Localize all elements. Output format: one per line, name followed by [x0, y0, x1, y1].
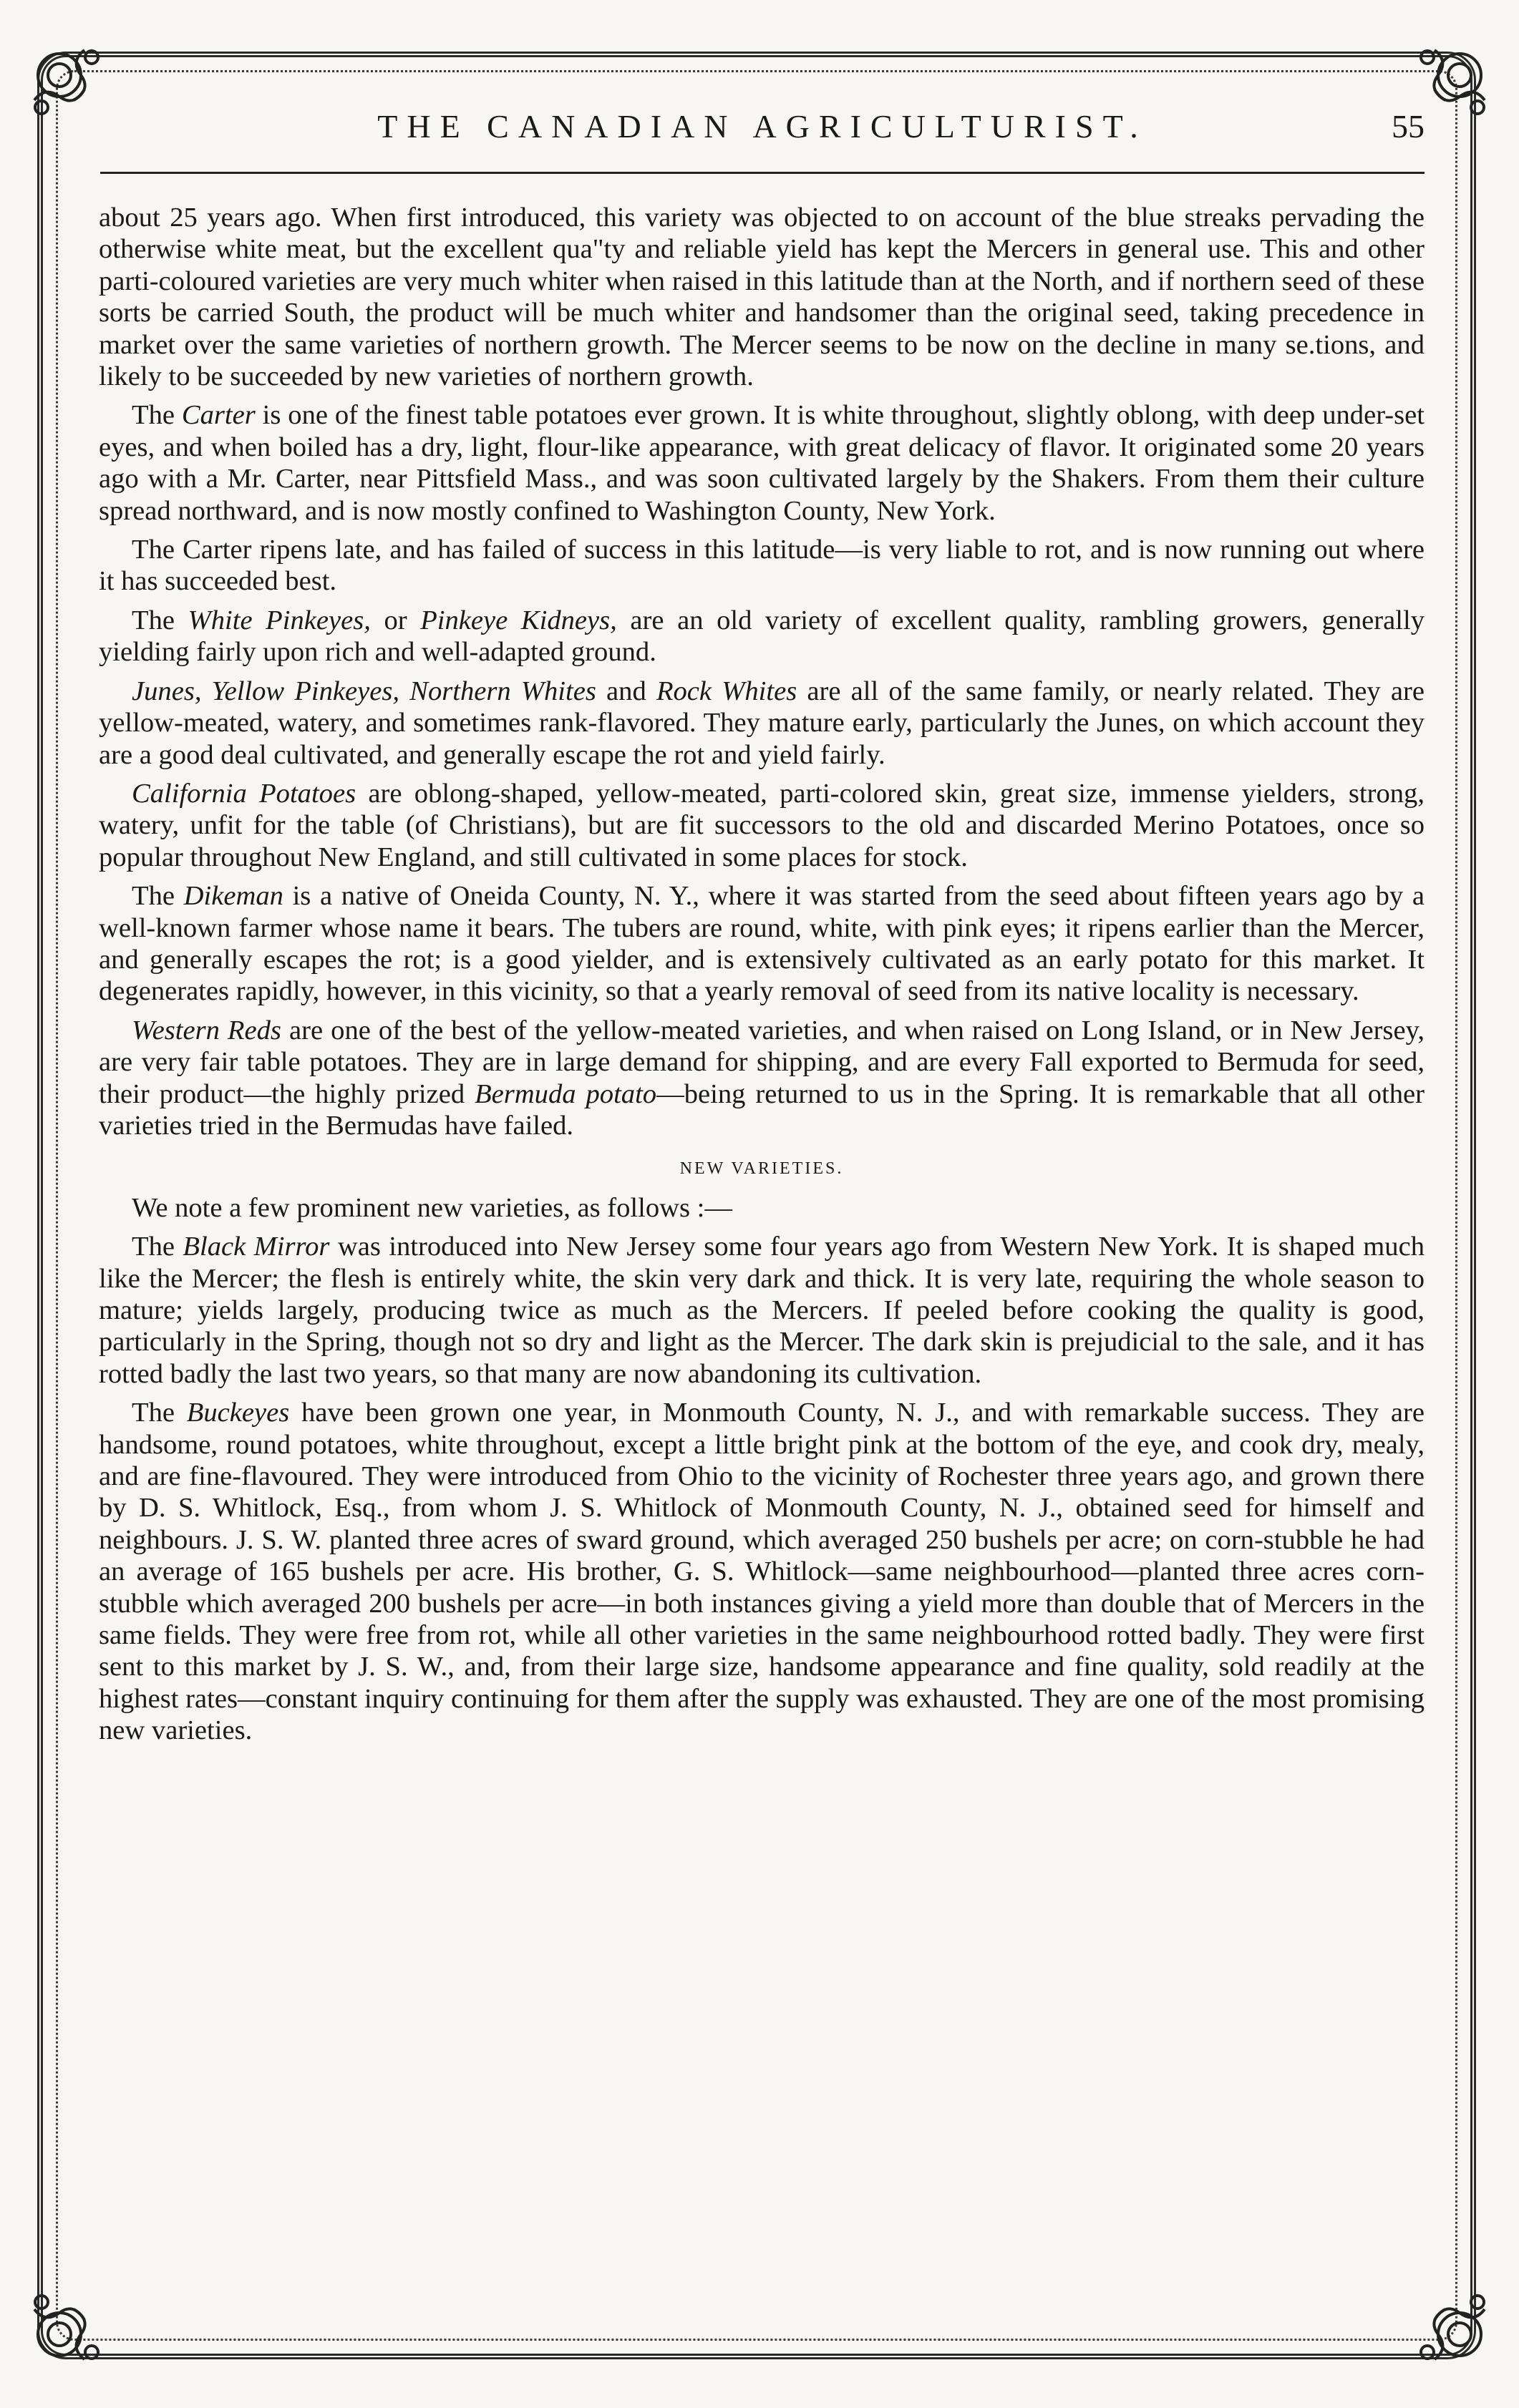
variety-name: White Pinkeyes,: [188, 605, 371, 635]
paragraph: The Dikeman is a native of Oneida County, N. Y., where it was started from the seed about fifteen years ago by a well-known farmer whose name it bears. The tubers are round, white, with pink eyes; it ripens earlier than the Mercer, and generally escapes the rot; is a good yielder, and is extensively cultivated as an early potato for this market. It degenerates rapidly, however, in this vicinity, so that a yearly removal of seed from its native locality is necessary.: [99, 881, 1425, 1007]
paragraph: The Carter ripens late, and has failed of success in this latitude—is very liable to rot, and is now running out where it has succeeded best.: [99, 535, 1425, 597]
paragraph: about 25 years ago. When first introduced, this variety was objected to on account of the blue streaks pervading the otherwise white meat, but the excellent qua"ty and reliable yield has kept the Mercers in general use. This and other parti-coloured varieties are very much whiter when raised in this latitude than at the North, and if northern seed of these sorts be carried South, the product will be much whiter and handsomer than the original seed, taking precedence in market over the same varieties of northern growth. The Mercer seems to be now on the decline in many se.tions, and likely to be succeeded by new varieties of northern growth.: [99, 203, 1425, 392]
variety-name: Carter: [181, 400, 256, 431]
variety-name: Bermuda potato: [475, 1078, 657, 1109]
paragraph: Western Reds are one of the best of the yellow-meated varieties, and when raised on Long Island, or in New Jersey, are very fair table potatoes. They are in large demand for shipping, and are every Fall exported to Bermuda for seed, their product—the highly prized Bermuda potato—being returned to us in the Spring. It is remarkable that all other varieties tried in the Bermudas have failed.: [99, 1015, 1425, 1141]
paragraph: The White Pinkeyes, or Pinkeye Kidneys, are an old variety of excellent quality, rambling growers, generally yielding fairly upon rich and well-adapted ground.: [99, 605, 1425, 668]
variety-name: Junes, Yellow Pinkeyes, Northern Whites: [132, 676, 596, 706]
section-subheading: NEW VARIETIES.: [679, 1159, 844, 1179]
corner-ornament-icon: [20, 2266, 127, 2374]
variety-name: Buckeyes: [186, 1398, 290, 1428]
variety-name: Rock Whites: [656, 676, 797, 706]
paragraph: We note a few prominent new varieties, as follows :—: [132, 1192, 732, 1223]
variety-name: California Potatoes: [132, 778, 356, 809]
page-header: [100, 107, 1425, 157]
variety-name: Dikeman: [183, 881, 283, 912]
page-number: 55: [1392, 108, 1425, 145]
running-title: THE CANADIAN AGRICULTURIST.: [377, 108, 1147, 145]
header-rule: [100, 172, 1425, 174]
paragraph: The Buckeyes have been grown one year, in Monmouth County, N. J., and with remarkable success. They are handsome, round potatoes, white throughout, except a little bright pink at the bottom of the eye, and cook dry, mealy, and are fine-flavoured. They were introduced from Ohio to the vicinity of Rochester three years ago, and grown there by D. S. Whitlock, Esq., from whom J. S. Whitlock of Monmouth County, N. J., obtained seed for himself and neighbours. J. S. W. planted three acres of sward ground, which averaged 250 bushels per acre; on corn-stubble he had an average of 165 bushels per acre. His brother, G. S. Whitlock—same neighbourhood—planted three acres corn-stubble which averaged 200 bushels per acre—in both instances giving a yield more than double that of Mercers in the same fields. They were free from rot, while all other varieties in the same neighbourhood rotted badly. They were first sent to this market by J. S. W., and, from their large size, handsome appearance and fine quality, sold readily at the highest rates—constant inquiry continuing for them after the supply was exhausted. They are one of the most promising new varieties.: [99, 1398, 1425, 1746]
article-body: [99, 202, 1425, 1754]
paragraph: The Black Mirror was introduced into New Jersey some four years ago from Western New York. It is shaped much like the Mercer; the flesh is entirely white, the skin very dark and thick. It is very late, requiring the whole season to mature; yields largely, producing twice as much as the Mercers. If peeled before cooking the quality is good, particularly in the Spring, though not so dry and light as the Mercer. The dark skin is prejudicial to the sale, and it has rotted badly the last two years, so that many are now abandoning its cultivation.: [99, 1232, 1425, 1389]
variety-name: Western Reds: [132, 1015, 281, 1045]
variety-name: Black Mirror: [183, 1232, 330, 1262]
paragraph: The Carter is one of the finest table potatoes ever grown. It is white throughout, slightly oblong, with deep under-set eyes, and when boiled has a dry, light, flour-like appearance, with great delicacy of flavor. It originated some 20 years ago with a Mr. Carter, near Pittsfield Mass., and was soon cultivated largely by the Shakers. From them their culture spread northward, and is now mostly confined to Washington County, New York.: [99, 400, 1425, 526]
variety-name: Pinkeye Kidneys,: [420, 605, 617, 635]
paragraph: California Potatoes are oblong-shaped, yellow-meated, parti-colored skin, great size, immense yielders, strong, watery, unfit for the table (of Christians), but are fit successors to the old and discarded Merino Potatoes, once so popular throughout New England, and still cultivated in some places for stock.: [99, 778, 1425, 872]
corner-ornament-icon: [1392, 2266, 1499, 2374]
paragraph: Junes, Yellow Pinkeyes, Northern Whites and Rock Whites are all of the same family, or nearly related. They are yellow-meated, watery, and sometimes rank-flavored. They mature early, particularly the Junes, on which account they are a good deal cultivated, and generally escape the rot and yield fairly.: [99, 676, 1425, 770]
